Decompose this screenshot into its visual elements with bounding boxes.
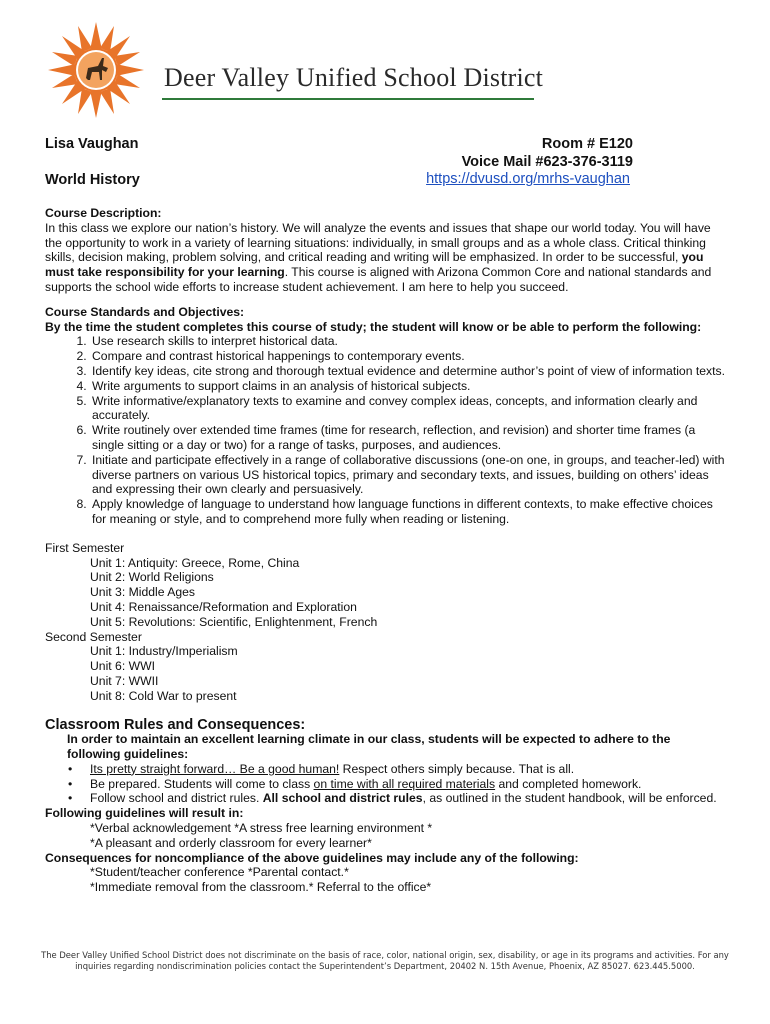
result-item: *A pleasant and orderly classroom for every learner* xyxy=(90,835,372,850)
unit-item: Unit 7: WWII xyxy=(90,673,159,688)
list-item: 8. Apply knowledge of language to understand how language functions in different contexts, to make effective choices for meaning or style, and to comprehend more fully when reading or listening. xyxy=(90,497,725,527)
consequence-item: *Immediate removal from the classroom.* Referral to the office* xyxy=(90,880,432,895)
result-item: *Verbal acknowledgement *A stress free learning environment * xyxy=(90,821,433,836)
list-item: 5. Write informative/explanatory texts to examine and convey complex ideas, concepts, and information clearly and accurately. xyxy=(90,394,725,424)
rules-list xyxy=(45,762,725,806)
second-semester-units xyxy=(45,644,725,703)
list-item: 4. Write arguments to support claims in an analysis of historical subjects. xyxy=(90,379,725,394)
unit-item: Unit 3: Middle Ages xyxy=(90,585,196,600)
unit-item: Unit 4: Renaissance/Reformation and Exploration xyxy=(90,599,357,614)
consequences-list xyxy=(45,865,725,895)
voicemail-number: Voice Mail #623-376-3119 xyxy=(461,154,633,170)
unit-item: Unit 2: World Religions xyxy=(90,570,214,585)
teacher-website-link[interactable]: https://dvusd.org/mrhs-vaughan xyxy=(426,171,630,187)
standards-list xyxy=(45,334,725,526)
results-heading: Following guidelines will result in: xyxy=(45,806,244,821)
unit-item: Unit 6: WWI xyxy=(90,659,156,674)
district-logo xyxy=(44,20,164,120)
list-item: • Its pretty straight forward… Be a good human! Respect others simply because. That is all. xyxy=(90,762,725,777)
teacher-name: Lisa Vaughan xyxy=(45,136,139,152)
room-number: Room # E120 xyxy=(541,136,633,152)
syllabus-body xyxy=(45,206,725,895)
rules-heading: Classroom Rules and Consequences: xyxy=(45,716,306,733)
list-item: 3. Identify key ideas, cite strong and thorough textual evidence and determine author’s point of view of information texts. xyxy=(90,364,725,379)
second-semester-label: Second Semester xyxy=(45,629,142,644)
rules-intro: In order to maintain an excellent learning climate in our class, students will be expected to adhere to the following guidelines: xyxy=(67,732,671,762)
header-divider xyxy=(162,98,534,100)
unit-item: Unit 5: Revolutions: Scientific, Enlightenment, French xyxy=(90,614,378,629)
results-list xyxy=(45,821,725,851)
standards-intro: By the time the student completes this course of study; the student will know or be able to perform the following: xyxy=(45,319,702,334)
list-item: • Be prepared. Students will come to class on time with all required materials and completed homework. xyxy=(90,777,725,792)
list-item: 7. Initiate and participate effectively in a range of collaborative discussions (one-on one, in groups, and teacher-led) with diverse partners on various US historical topics, primary and secondary texts, and issues, building on others’ ideas and expressing their own clearly and persuasively. xyxy=(90,453,725,497)
list-item: 6. Write routinely over extended time frames (time for research, reflection, and revision) and shorter time frames (a single sitting or a day or two) for a range of tasks, purposes, and audiences. xyxy=(90,423,725,453)
sun-deer-icon xyxy=(44,20,164,120)
course-subject: World History xyxy=(45,172,140,188)
nondiscrimination-footer: The Deer Valley Unified School District does not discriminate on the basis of race, color, national origin, sex, disability, or age in its programs and activities. For any inquiries regarding nondiscrimination policies contact the Superintendent’s Department, 20402 N. 15th Avenue, Phoenix, AZ 85027. 623.445.5000. xyxy=(41,950,729,971)
unit-item: Unit 1: Industry/Imperialism xyxy=(90,644,238,659)
consequence-item: *Student/teacher conference *Parental contact.* xyxy=(90,865,349,880)
list-item: 1. Use research skills to interpret historical data. xyxy=(90,334,725,349)
consequences-heading: Consequences for noncompliance of the above guidelines may include any of the following: xyxy=(45,850,579,865)
description-heading: Course Description: xyxy=(45,206,162,220)
unit-item: Unit 1: Antiquity: Greece, Rome, China xyxy=(90,555,300,570)
unit-item: Unit 8: Cold War to present xyxy=(90,688,237,703)
standards-heading: Course Standards and Objectives: xyxy=(45,304,245,319)
list-item: 2. Compare and contrast historical happenings to contemporary events. xyxy=(90,349,725,364)
description-text: In this class we explore our nation’s history. We will analyze the events and issues that shape our world today. You will have the opportunity to work in a variety of learning situations: individually, in small groups and as a whole class. Critical thinking skills, decision making, problem solving, and critical reading and writing will be emphasized. In order to be successful, you must take responsibility for your learning. This course is aligned with Arizona Common Core and national standards and supports the school wide efforts to increase student achievement. I am here to help you succeed. xyxy=(45,220,712,294)
first-semester-units xyxy=(45,556,725,630)
first-semester-label: First Semester xyxy=(45,540,125,555)
district-name: Deer Valley Unified School District xyxy=(164,63,544,92)
list-item: • Follow school and district rules. All school and district rules, as outlined in the student handbook, will be enforced. xyxy=(90,791,725,806)
